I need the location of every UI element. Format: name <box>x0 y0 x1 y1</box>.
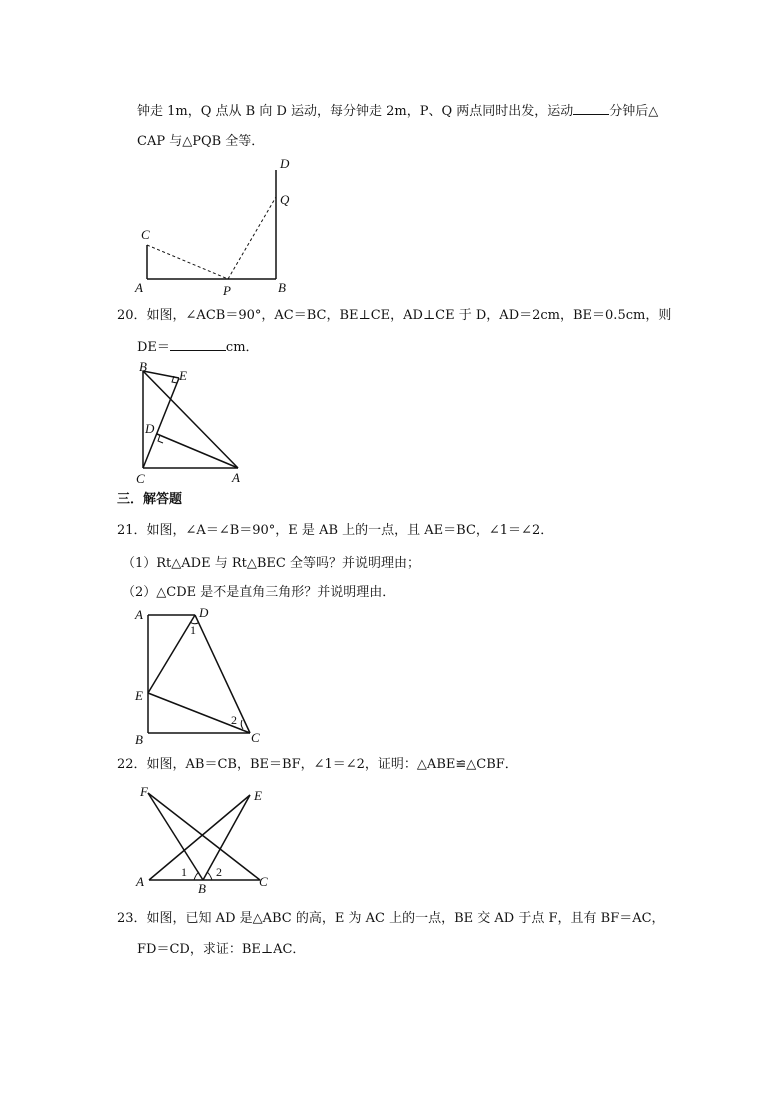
q21-label-E: E <box>135 688 143 703</box>
q20-label-E: E <box>179 368 187 383</box>
q20-figure <box>132 358 250 484</box>
section-heading: 三．解答题 <box>117 492 183 507</box>
q19-label-C: C <box>141 227 150 242</box>
q22-label-C: C <box>259 874 268 889</box>
q22-label-E: E <box>254 788 262 803</box>
q19-figure <box>130 152 300 298</box>
q20-label-D: D <box>145 421 155 436</box>
q21-label-C: C <box>251 730 260 745</box>
q19-label-P: P <box>223 283 231 298</box>
q22-label-angle2: 2 <box>216 865 222 879</box>
q21-label-A: A <box>135 607 143 622</box>
q22-label-A: A <box>136 874 144 889</box>
q21-label-angle2: 2 <box>231 713 237 727</box>
q19-answer-blank[interactable] <box>573 102 609 115</box>
q20-label-B: B <box>139 359 147 374</box>
q21-figure <box>132 603 272 748</box>
q21-line1: 21．如图，∠A＝∠B＝90°，E 是 AB 上的一点，且 AE＝BC，∠1＝∠2． <box>117 523 554 538</box>
q19-line1: 钟走 1m，Q 点从 B 向 D 运动，每分钟走 2m，P、Q 两点同时出发，运动 分钟后△ <box>137 104 659 119</box>
q21-part1: （1）Rt△ADE 与 Rt△BEC 全等吗？并说明理由； <box>122 556 420 571</box>
q19-label-B: B <box>278 280 286 295</box>
q20-line1: 20．如图，∠ACB＝90°，AC＝BC，BE⊥CE，AD⊥CE 于 D，AD＝2cm，BE＝0.5cm，则 <box>117 308 672 323</box>
q20-answer-blank[interactable] <box>170 338 226 351</box>
q19-label-A: A <box>135 280 143 295</box>
q22-label-B: B <box>198 881 206 895</box>
q19-line2: CAP 与△PQB 全等． <box>137 134 265 149</box>
q21-label-angle1: 1 <box>190 623 196 637</box>
q22-label-angle1: 1 <box>181 865 187 879</box>
q22-line1: 22．如图，AB＝CB，BE＝BF，∠1＝∠2，证明：△ABE≌△CBF． <box>117 757 518 772</box>
q23-line1: 23．如图，已知 AD 是△ABC 的高，E 为 AC 上的一点，BE 交 AD 于点 F，且有 BF＝AC， <box>117 911 665 926</box>
q20-label-A: A <box>232 470 240 484</box>
q22-figure <box>132 783 272 895</box>
q20-label-C: C <box>136 471 145 484</box>
q19-label-Q: Q <box>280 192 290 207</box>
q21-label-D: D <box>199 605 209 620</box>
q19-label-D: D <box>280 156 290 171</box>
q20-line2: DE＝ cm． <box>137 340 259 355</box>
q23-line2: FD＝CD，求证：BE⊥AC． <box>137 942 306 957</box>
q21-part2: （2）△CDE 是不是直角三角形？并说明理由． <box>122 585 396 600</box>
q22-label-F: F <box>140 784 148 799</box>
q21-label-B: B <box>135 732 143 747</box>
